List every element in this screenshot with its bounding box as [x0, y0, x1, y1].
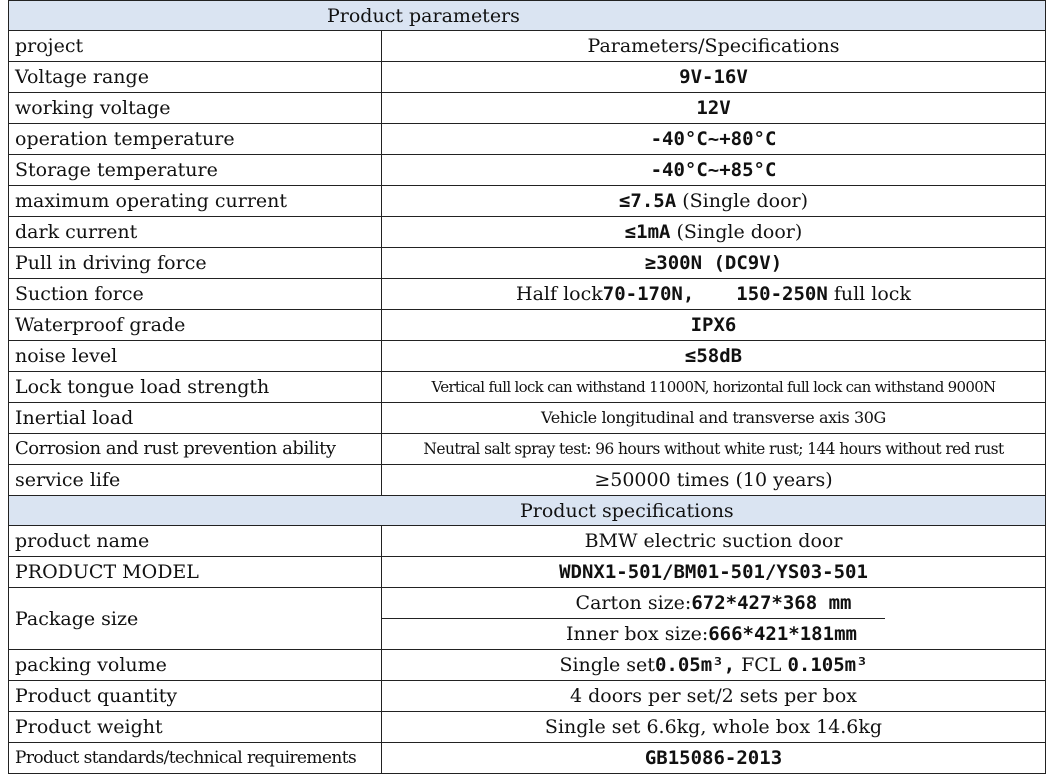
working-voltage-value: 12V [696, 97, 731, 119]
table-row [9, 588, 1046, 650]
voltage-range-value: 9V-16V [679, 66, 748, 88]
table-row [9, 712, 1046, 743]
suction-half-prefix: Half lock [516, 283, 603, 305]
storage-temperature-value: -40°C~+85°C [650, 159, 777, 181]
section-title-specifications: Product specifications [9, 496, 1046, 526]
table-row [9, 372, 1046, 403]
table-row [9, 248, 1046, 279]
pull-in-force-value: ≥300N (DC9V) [644, 252, 783, 274]
row-label: operation temperature [9, 124, 382, 155]
fcl-prefix: FCL [741, 654, 782, 676]
dark-current-value: ≤1mA [624, 221, 671, 243]
row-label: noise level [9, 341, 382, 372]
suction-full-suffix: full lock [833, 283, 911, 305]
suction-half-value: 70-170N, [602, 283, 695, 305]
column-header-spec: Parameters/Specifications [382, 31, 1046, 62]
row-value [382, 248, 1046, 279]
row-label: Pull in driving force [9, 248, 382, 279]
row-value [382, 650, 1046, 681]
table-row [9, 155, 1046, 186]
row-label: Corrosion and rust prevention ability [9, 434, 382, 465]
table-row [9, 681, 1046, 712]
model-value: WDNX1-501/BM01-501/YS03-501 [559, 561, 868, 583]
row-value [382, 124, 1046, 155]
row-label: packing volume [9, 650, 382, 681]
row-label: Waterproof grade [9, 310, 382, 341]
table-row [9, 217, 1046, 248]
row-value [382, 186, 1046, 217]
row-value [382, 93, 1046, 124]
row-value [382, 217, 1046, 248]
section-header-specifications [9, 496, 1046, 526]
carton-size-line [382, 588, 1045, 618]
table-row [9, 62, 1046, 93]
row-label: Storage temperature [9, 155, 382, 186]
inner-box-line [382, 618, 886, 649]
section-header-parameters [9, 1, 1046, 31]
quantity-value: 4 doors per set/2 sets per box [382, 681, 1046, 712]
table-row [9, 434, 1046, 465]
weight-value: Single set 6.6kg, whole box 14.6kg [382, 712, 1046, 743]
row-value [382, 310, 1046, 341]
waterproof-value: IPX6 [690, 314, 737, 336]
service-life-value: ≥50000 times (10 years) [382, 465, 1046, 496]
noise-value: ≤58dB [684, 345, 743, 367]
lock-tongue-value: Vertical full lock can withstand 11000N, horizontal full lock can withstand 9000N [382, 372, 1046, 403]
table-row [9, 526, 1046, 557]
row-label: dark current [9, 217, 382, 248]
corrosion-value: Neutral salt spray test: 96 hours without white rust; 144 hours without red rust [382, 434, 1046, 465]
max-current-value: ≤7.5A [618, 190, 677, 212]
row-label: PRODUCT MODEL [9, 557, 382, 588]
package-size-cell [382, 588, 1046, 650]
max-current-note: (Single door) [682, 190, 809, 212]
single-set-prefix: Single set [559, 654, 655, 676]
inner-box-prefix: Inner box size: [566, 623, 709, 645]
row-label: Lock tongue load strength [9, 372, 382, 403]
row-value [382, 743, 1046, 774]
row-label: Product weight [9, 712, 382, 743]
carton-size-prefix: Carton size: [575, 592, 692, 614]
row-value [382, 341, 1046, 372]
product-parameters-table [8, 0, 1046, 774]
row-label: Product quantity [9, 681, 382, 712]
row-value [382, 62, 1046, 93]
table-row [9, 310, 1046, 341]
suction-full-value: 150-250N [736, 283, 828, 305]
carton-size-value: 672*427*368 mm [691, 592, 852, 614]
table-row [9, 743, 1046, 774]
table-row [9, 465, 1046, 496]
table-row [9, 93, 1046, 124]
row-label: product name [9, 526, 382, 557]
operation-temperature-value: -40°C~+80°C [650, 128, 777, 150]
row-label: Inertial load [9, 403, 382, 434]
table-row [9, 557, 1046, 588]
fcl-value: 0.105m³ [787, 654, 868, 676]
product-name-value: BMW electric suction door [382, 526, 1046, 557]
table-row [9, 341, 1046, 372]
row-label: Product standards/technical requirements [9, 743, 382, 774]
row-label: working voltage [9, 93, 382, 124]
row-value [382, 155, 1046, 186]
inner-box-value: 666*421*181mm [708, 623, 857, 645]
table-row [9, 403, 1046, 434]
table-row [9, 31, 1046, 62]
table-row [9, 186, 1046, 217]
standards-value: GB15086-2013 [644, 747, 783, 769]
single-set-value: 0.05m³, [654, 654, 736, 676]
row-value [382, 279, 1046, 310]
dark-current-note: (Single door) [676, 221, 803, 243]
row-value [382, 557, 1046, 588]
section-title-parameters: Product parameters [9, 1, 1046, 31]
row-label: service life [9, 465, 382, 496]
table-row [9, 124, 1046, 155]
table-row [9, 279, 1046, 310]
column-header-project: project [9, 31, 382, 62]
inertial-load-value: Vehicle longitudinal and transverse axis 30G [382, 403, 1046, 434]
row-label: maximum operating current [9, 186, 382, 217]
row-label: Package size [9, 588, 382, 650]
table-row [9, 650, 1046, 681]
row-label: Suction force [9, 279, 382, 310]
row-label: Voltage range [9, 62, 382, 93]
